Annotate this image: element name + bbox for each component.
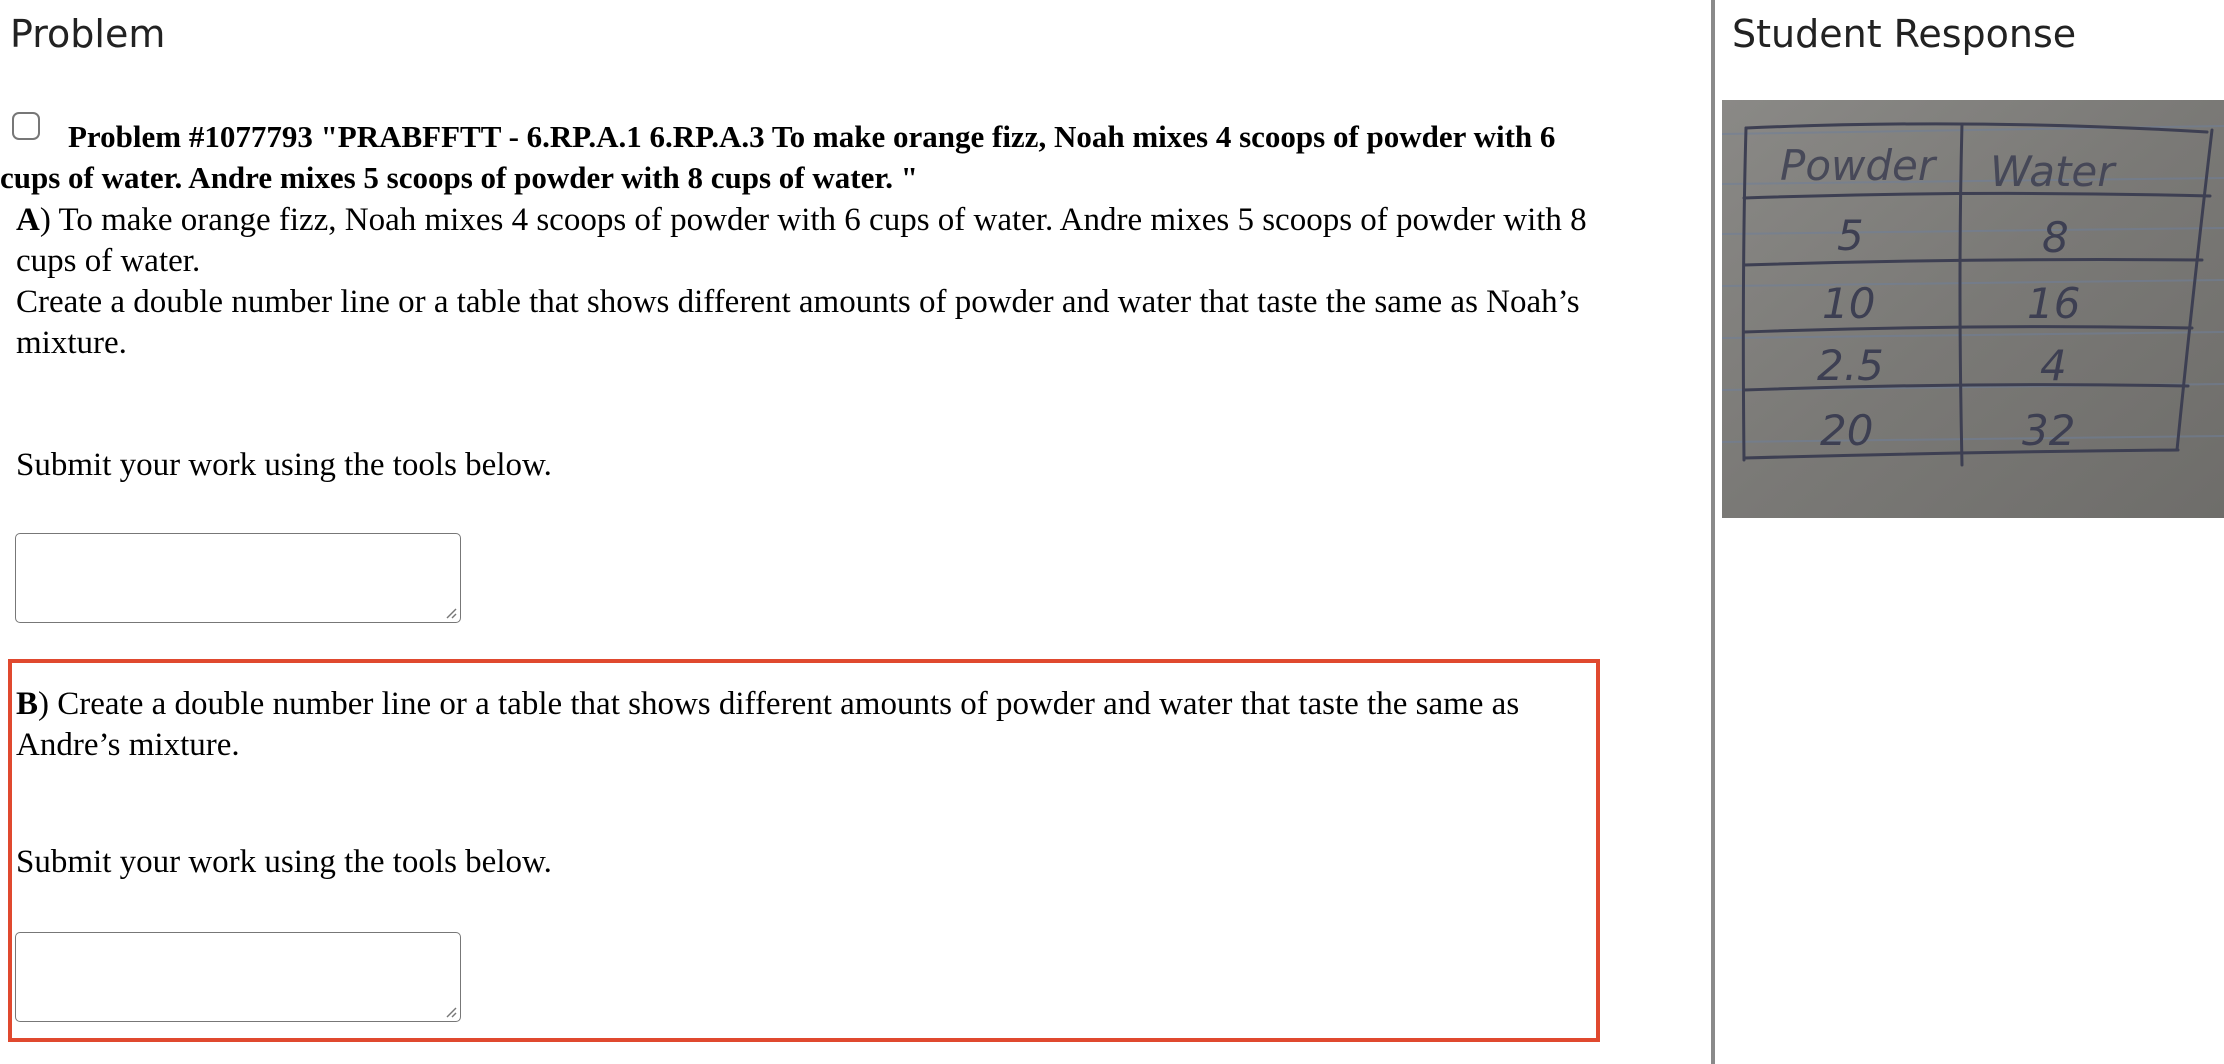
svg-text:20: 20 bbox=[1820, 406, 1874, 455]
part-b-prompt: B) Create a double number line or a table that shows different amounts of powder and water that taste the same as Andre’s mixture. bbox=[16, 686, 1520, 763]
svg-text:Powder: Powder bbox=[1780, 141, 1936, 190]
resize-grip-icon[interactable] bbox=[443, 1004, 457, 1018]
svg-text:8: 8 bbox=[2042, 213, 2069, 262]
part-b-answer-input[interactable] bbox=[15, 932, 461, 1022]
resize-grip-icon[interactable] bbox=[443, 605, 457, 619]
part-b-highlight-box bbox=[8, 659, 1600, 1042]
student-work-photo bbox=[1722, 100, 2224, 518]
student-response-panel bbox=[1715, 0, 2224, 1064]
svg-text:10: 10 bbox=[1822, 279, 1876, 328]
part-b-label: B bbox=[16, 686, 39, 722]
svg-text:5: 5 bbox=[1837, 211, 1864, 260]
part-a-prompt bbox=[16, 200, 1596, 364]
problem-title: Problem #1077793 "PRABFFTT - 6.RP.A.1 6.RP.A.3 To make orange fizz, Noah mixes 4 scoops of powder with 6 cups of water. Andre mixes 5 scoops of powder with 8 cups of water. " bbox=[0, 119, 1556, 195]
part-a-line2: Create a double number line or a table that shows different amounts of powder and water that taste the same as Noah’s mixture. bbox=[16, 284, 1580, 361]
part-a-submit-instruction: Submit your work using the tools below. bbox=[16, 447, 552, 483]
svg-text:32: 32 bbox=[2022, 406, 2076, 455]
part-a-line1: A) To make orange fizz, Noah mixes 4 scoops of powder with 6 cups of water. Andre mixes 5 scoops of powder with 8 cups of water. bbox=[16, 202, 1587, 279]
part-a-label: A bbox=[16, 202, 40, 238]
svg-text:4: 4 bbox=[2040, 341, 2067, 390]
svg-text:Water: Water bbox=[1990, 147, 2115, 196]
student-response-heading: Student Response bbox=[1732, 12, 2077, 56]
svg-text:16: 16 bbox=[2027, 279, 2081, 328]
svg-text:2.5: 2.5 bbox=[1817, 341, 1884, 390]
handwritten-table-image bbox=[1722, 100, 2224, 518]
problem-heading: Problem bbox=[10, 12, 166, 56]
part-b-submit-instruction: Submit your work using the tools below. bbox=[16, 844, 552, 880]
part-a-answer-input[interactable] bbox=[15, 533, 461, 623]
